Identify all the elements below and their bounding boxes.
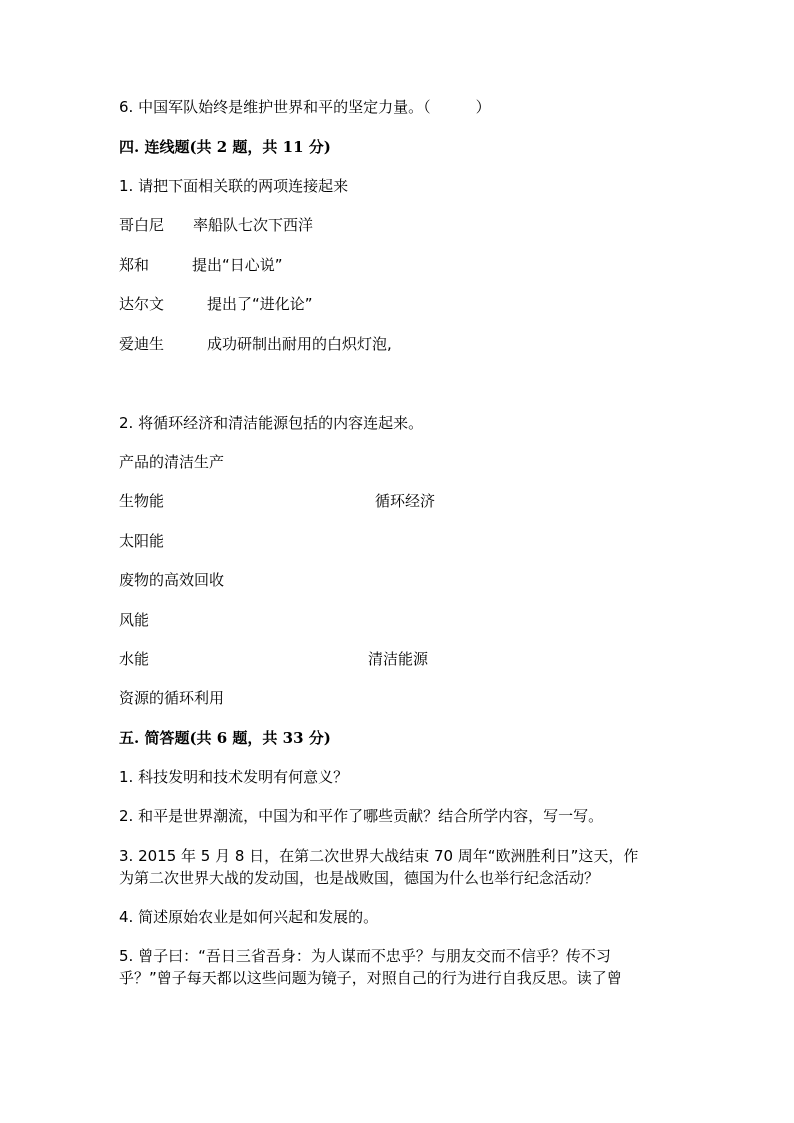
short-answer-question: 1. 科技发明和技术发明有何意义？ <box>119 768 349 786</box>
section-4-title: 四. 连线题(共 2 题，共 11 分) <box>119 138 331 156</box>
match-row-right: 提出了“进化论” <box>207 295 313 313</box>
match-item: 资源的循环利用 <box>119 689 225 707</box>
match-item: 产品的清洁生产 <box>119 453 225 471</box>
short-answer-question: 4. 简述原始农业是如何兴起和发展的。 <box>119 908 379 926</box>
match-question-1: 1. 请把下面相关联的两项连接起来 <box>119 177 349 195</box>
match-row-left: 爱迪生 <box>119 335 165 353</box>
match-row-right: 提出“日心说” <box>192 256 283 274</box>
match-question-2: 2. 将循环经济和清洁能源包括的内容连起来。 <box>119 414 424 432</box>
match-row-right: 率船队七次下西洋 <box>193 216 314 234</box>
short-answer-question: 3. 2015 年 5 月 8 日，在第二次世界大战结束 70 周年“欧洲胜利日”这天，作 <box>119 847 639 865</box>
match-row-left: 哥白尼 <box>119 216 165 234</box>
question-6: 6. 中国军队始终是维护世界和平的坚定力量。（ ） <box>119 98 491 116</box>
short-answer-question: 为第二次世界大战的发动国，也是战败国，德国为什么也举行纪念活动？ <box>119 869 600 887</box>
match-row-right: 成功研制出耐用的白炽灯泡, <box>207 335 392 353</box>
match-item: 废物的高效回收 <box>119 571 225 589</box>
match-item: 水能 <box>119 650 150 668</box>
match-item: 风能 <box>119 611 150 629</box>
match-item: 生物能 <box>119 492 165 510</box>
short-answer-question: 5. 曾子曰：“吾日三省吾身：为人谋而不忠乎？与朋友交而不信乎？传不习 <box>119 947 611 965</box>
match-item: 太阳能 <box>119 532 165 550</box>
match-row-left: 达尔文 <box>119 295 165 313</box>
section-5-title: 五. 简答题(共 6 题，共 33 分) <box>119 729 331 747</box>
short-answer-question: 2. 和平是世界潮流，中国为和平作了哪些贡献？结合所学内容，写一写。 <box>119 807 604 825</box>
match-row-left: 郑和 <box>119 256 150 274</box>
match-target: 循环经济 <box>375 492 436 510</box>
match-target: 清洁能源 <box>368 650 429 668</box>
short-answer-question: 乎？”曾子每天都以这些问题为镜子，对照自己的行为进行自我反思。读了曾 <box>119 969 622 987</box>
